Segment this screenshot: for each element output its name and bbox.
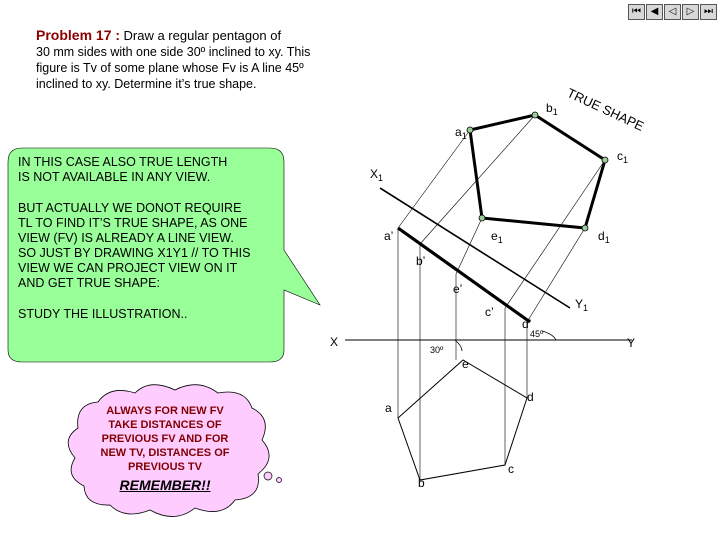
label-y: Y bbox=[627, 336, 636, 350]
label-a1: $a_1$ bbox=[455, 125, 467, 141]
point-b1 bbox=[532, 112, 538, 118]
cloud-tail-bubble bbox=[277, 478, 282, 483]
label-y1: $Y_1$ bbox=[575, 297, 589, 313]
true-shape-pentagon bbox=[470, 115, 605, 228]
point-a1 bbox=[467, 127, 473, 133]
nav-prev-section-button[interactable]: ◀ bbox=[646, 4, 663, 20]
label-c-prime: c’ bbox=[485, 305, 494, 319]
angle-45-arc bbox=[542, 331, 556, 340]
cloud-line: PREVIOUS TV bbox=[128, 461, 202, 473]
true-shape-label bbox=[565, 85, 647, 134]
nav-last-button[interactable]: ⏭ bbox=[700, 4, 717, 20]
label-b1: $b_1$ bbox=[546, 101, 558, 117]
note-line: IS NOT AVAILABLE IN ANY VIEW. bbox=[18, 170, 211, 184]
nav-next-button[interactable]: ▷ bbox=[682, 4, 699, 20]
cloud-tail-bubble bbox=[264, 472, 272, 480]
problem-title: Problem 17 : bbox=[36, 27, 121, 43]
note-line: SO JUST BY DRAWING X1Y1 // TO THIS bbox=[18, 246, 251, 260]
problem-body: 30 mm sides with one side 30º inclined to xy. This figure is Tv of some plane whose Fv is A line 45º inclined to xy. Determine it’s true shape. bbox=[36, 45, 311, 91]
note-line: BUT ACTUALLY WE DONOT REQUIRE bbox=[18, 201, 242, 215]
projector-e1 bbox=[456, 218, 482, 274]
cloud-text bbox=[80, 404, 250, 492]
svg-text:TRUE SHAPE: TRUE SHAPE bbox=[564, 85, 647, 134]
label-d-prime: d’ bbox=[522, 317, 532, 331]
label-c1: $c_1$ bbox=[617, 149, 629, 165]
note-line: STUDY THE ILLUSTRATION.. bbox=[18, 307, 188, 321]
label-a-prime: a’ bbox=[384, 229, 394, 243]
angle-45-label: 45º bbox=[530, 329, 544, 339]
projector-a1 bbox=[398, 130, 470, 228]
note-line: VIEW (FV) IS ALREADY A LINE VIEW. bbox=[18, 231, 234, 245]
point-c1 bbox=[602, 157, 608, 163]
note-line: IN THIS CASE ALSO TRUE LENGTH bbox=[18, 155, 228, 169]
label-d1: $d_1$ bbox=[598, 229, 610, 245]
cloud-line: TAKE DISTANCES OF bbox=[108, 419, 222, 431]
note-line: TL TO FIND IT’S TRUE SHAPE, AS ONE bbox=[18, 216, 248, 230]
front-view-line bbox=[398, 228, 530, 322]
callout-text bbox=[18, 155, 280, 322]
projector-c1 bbox=[505, 160, 605, 308]
note-line: AND GET TRUE SHAPE: bbox=[18, 276, 160, 290]
label-a: a bbox=[385, 401, 392, 415]
point-e1 bbox=[479, 215, 485, 221]
label-e-prime: e’ bbox=[453, 282, 463, 296]
label-c: c bbox=[508, 462, 514, 476]
label-x1: $X_1$ bbox=[370, 167, 384, 183]
cloud-line: PREVIOUS FV AND FOR bbox=[101, 433, 229, 445]
angle-30-label: 30º bbox=[430, 345, 444, 355]
label-b-prime: b’ bbox=[416, 254, 426, 268]
label-e: e bbox=[462, 357, 469, 371]
nav-prev-button[interactable]: ◁ bbox=[664, 4, 681, 20]
remember-text: REMEMBER!! bbox=[119, 477, 211, 493]
label-x: X bbox=[330, 335, 339, 349]
note-line: VIEW WE CAN PROJECT VIEW ON IT bbox=[18, 261, 238, 275]
cloud-line: ALWAYS FOR NEW FV bbox=[106, 405, 224, 417]
cloud-line: NEW TV, DISTANCES OF bbox=[100, 447, 230, 459]
label-d: d bbox=[527, 390, 534, 404]
x1y1-line bbox=[380, 188, 570, 308]
problem-lead: Draw a regular pentagon of bbox=[123, 28, 282, 43]
label-e1: $e_1$ bbox=[491, 229, 503, 245]
label-b: b bbox=[418, 476, 425, 490]
point-d1 bbox=[582, 225, 588, 231]
nav-first-button[interactable]: ⏮ bbox=[628, 4, 645, 20]
